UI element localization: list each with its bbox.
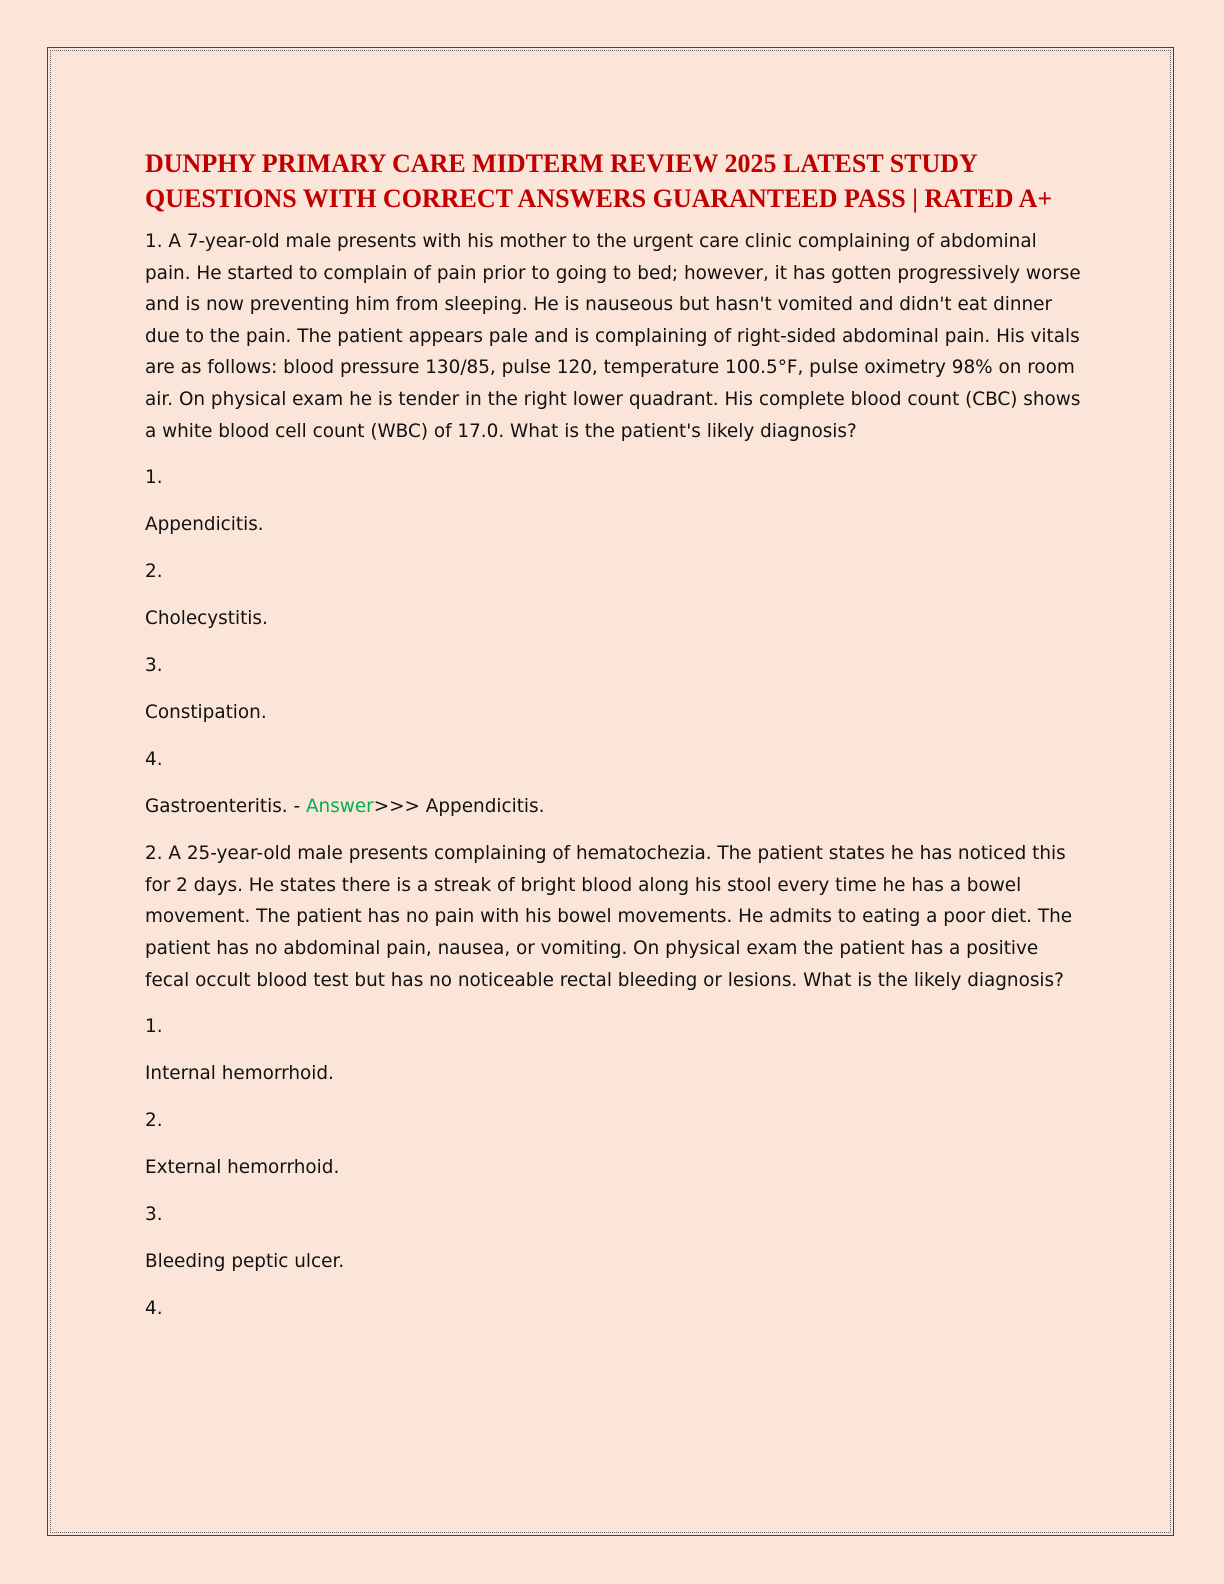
- q1-option-3-label: Constipation.: [145, 702, 267, 724]
- document-title: DUNPHY PRIMARY CARE MIDTERM REVIEW 2025 LATEST STUDY QUESTIONS WITH CORRECT ANSWERS GUARANTEED PASS | RATED A+: [145, 149, 1053, 213]
- q2-option-1-number: 1.: [145, 1016, 163, 1038]
- q2-option-1-label: Internal hemorrhoid.: [145, 1063, 334, 1085]
- q1-option-1-label: Appendicitis.: [145, 514, 264, 536]
- q1-option-4-line: [145, 791, 1085, 822]
- q2-option-3-label: Bleeding peptic ulcer.: [145, 1251, 345, 1273]
- question-2-text: 2. A 25-year-old male presents complaining of hematochezia. The patient states he has noticed this for 2 days. He states there is a streak of bright blood along his stool every time he has a bowel movement. The patient has no pain with his bowel movements. He admits to eating a poor diet. The patient has no abdominal pain, nausea, or vomiting. On physical exam the patient has a positive fecal occult blood test but has no noticeable rectal bleeding or lesions. What is the likely diagnosis?: [145, 843, 1073, 991]
- q2-option-2-label: External hemorrhoid.: [145, 1157, 340, 1179]
- q2-option-3-number: 3.: [145, 1204, 163, 1226]
- q2-option-4-number: 4.: [145, 1298, 163, 1320]
- answer-keyword: Answer: [305, 796, 374, 818]
- q1-answer-text: >>> Appendicitis.: [373, 796, 545, 818]
- q1-option-3-number: 3.: [145, 655, 163, 677]
- question-1-text: 1. A 7-year-old male presents with his mother to the urgent care clinic complaining of abdominal pain. He started to complain of pain prior to going to bed; however, it has gotten progressively worse and is now preventing him from sleeping. He is nauseous but hasn't vomited and didn't eat dinner due to the pain. The patient appears pale and is complaining of right-sided abdominal pain. His vitals are as follows: blood pressure 130/85, pulse 120, temperature 100.5°F, pulse oximetry 98% on room air. On physical exam he is tender in the right lower quadrant. His complete blood count (CBC) shows a white blood cell count (WBC) of 17.0. What is the patient's likely diagnosis?: [145, 231, 1081, 442]
- q1-option-2-number: 2.: [145, 561, 163, 583]
- q1-option-2-label: Cholecystitis.: [145, 608, 268, 630]
- q1-option-4-label: Gastroenteritis. -: [145, 796, 306, 818]
- q2-option-2-number: 2.: [145, 1110, 163, 1132]
- q1-option-4-number: 4.: [145, 749, 163, 771]
- document-body: [145, 140, 1085, 1340]
- q1-option-1-number: 1.: [145, 467, 163, 489]
